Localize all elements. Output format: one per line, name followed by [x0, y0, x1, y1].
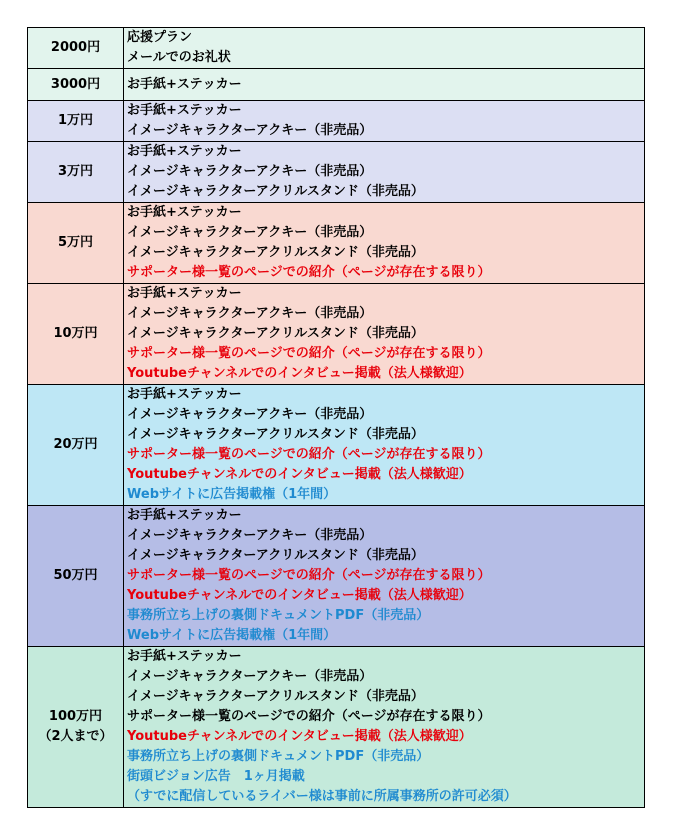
tier-price: 20万円 [53, 437, 98, 452]
tier-perk-item: サポーター様一覧のページでの紹介（ページが存在する限り） [127, 265, 491, 280]
tier-perk-item: サポーター様一覧のページでの紹介（ページが存在する限り） [127, 709, 491, 724]
tier-perk-item: Youtubeチャンネルでのインタビュー掲載（法人様歓迎） [127, 366, 472, 381]
tier-perk-item: お手紙+ステッカー [127, 649, 242, 664]
tier-perk-item: イメージキャラクターアクリルスタンド（非売品） [127, 326, 424, 341]
tier-perk-item: イメージキャラクターアクキー（非売品） [127, 528, 373, 543]
tier-perk-item: 街頭ビジョン広告 1ヶ月掲載 [127, 769, 305, 784]
tier-perk-item: お手紙+ステッカー [127, 103, 242, 118]
tier-price-cell [28, 203, 124, 284]
reward-tier-table-body [28, 28, 645, 808]
tier-perk-item: 事務所立ち上げの裏側ドキュメントPDF（非売品） [127, 608, 430, 623]
tier-price: 2000円 [50, 40, 101, 55]
tier-price: 3万円 [57, 164, 94, 179]
tier-perk-item: お手紙+ステッカー [127, 286, 242, 301]
tier-perks-cell [124, 385, 645, 506]
tier-perk-item: イメージキャラクターアクキー（非売品） [127, 123, 373, 138]
reward-tier-table [27, 27, 645, 808]
tier-row [28, 101, 645, 142]
tier-row [28, 28, 645, 69]
tier-perk-item: イメージキャラクターアクキー（非売品） [127, 669, 373, 684]
tier-perk-item: お手紙+ステッカー [127, 144, 242, 159]
tier-perk-item: イメージキャラクターアクリルスタンド（非売品） [127, 548, 424, 563]
tier-perk-item: Webサイトに広告掲載権（1年間） [127, 628, 337, 643]
tier-perk-item: （すでに配信しているライバー様は事前に所属事務所の許可必須） [127, 789, 517, 804]
tier-perk-item: お手紙+ステッカー [127, 387, 242, 402]
tier-price-cell [28, 142, 124, 203]
tier-row [28, 385, 645, 506]
tier-price: 1万円 [57, 113, 94, 128]
tier-row [28, 647, 645, 808]
tier-price-cell [28, 506, 124, 647]
tier-perks-cell [124, 69, 645, 101]
tier-perk-item: イメージキャラクターアクキー（非売品） [127, 407, 373, 422]
tier-price: 5万円 [57, 235, 94, 250]
tier-perk-item: 応援プラン [127, 30, 193, 45]
tier-perk-item: 事務所立ち上げの裏側ドキュメントPDF（非売品） [127, 749, 430, 764]
tier-row [28, 203, 645, 284]
tier-perk-item: サポーター様一覧のページでの紹介（ページが存在する限り） [127, 447, 491, 462]
tier-perk-item: お手紙+ステッカー [127, 508, 242, 523]
tier-perk-item: お手紙+ステッカー [127, 76, 242, 92]
tier-price-cell [28, 101, 124, 142]
tier-row [28, 69, 645, 101]
tier-perk-item: イメージキャラクターアクキー（非売品） [127, 164, 373, 179]
tier-perk-item: Webサイトに広告掲載権（1年間） [127, 487, 337, 502]
tier-perk-item: Youtubeチャンネルでのインタビュー掲載（法人様歓迎） [127, 588, 472, 603]
tier-perk-item: サポーター様一覧のページでの紹介（ページが存在する限り） [127, 568, 491, 583]
tier-row [28, 284, 645, 385]
tier-price-note: （2人まで） [38, 729, 113, 744]
tier-perk-item: サポーター様一覧のページでの紹介（ページが存在する限り） [127, 346, 491, 361]
tier-price-cell [28, 647, 124, 808]
tier-perk-item: メールでのお礼状 [127, 50, 231, 65]
tier-perk-item: イメージキャラクターアクリルスタンド（非売品） [127, 245, 424, 260]
tier-perk-item: Youtubeチャンネルでのインタビュー掲載（法人様歓迎） [127, 729, 472, 744]
tier-perks-cell [124, 647, 645, 808]
tier-perk-item: イメージキャラクターアクキー（非売品） [127, 225, 373, 240]
tier-price: 50万円 [53, 568, 98, 583]
tier-price-cell [28, 28, 124, 69]
tier-perks-cell [124, 28, 645, 69]
tier-perks-cell [124, 506, 645, 647]
tier-perk-item: イメージキャラクターアクリルスタンド（非売品） [127, 184, 424, 199]
tier-perks-cell [124, 284, 645, 385]
tier-perks-cell [124, 101, 645, 142]
tier-perk-item: イメージキャラクターアクキー（非売品） [127, 306, 373, 321]
tier-price-cell [28, 69, 124, 101]
tier-row [28, 142, 645, 203]
tier-price-cell [28, 284, 124, 385]
tier-price: 3000円 [50, 76, 101, 92]
tier-perks-cell [124, 203, 645, 284]
tier-perk-item: イメージキャラクターアクリルスタンド（非売品） [127, 689, 424, 704]
tier-perks-cell [124, 142, 645, 203]
tier-perk-item: Youtubeチャンネルでのインタビュー掲載（法人様歓迎） [127, 467, 472, 482]
tier-price-cell [28, 385, 124, 506]
tier-perk-item: お手紙+ステッカー [127, 205, 242, 220]
tier-price: 10万円 [53, 326, 98, 341]
tier-row [28, 506, 645, 647]
tier-price: 100万円 [48, 709, 103, 724]
tier-perk-item: イメージキャラクターアクリルスタンド（非売品） [127, 427, 424, 442]
